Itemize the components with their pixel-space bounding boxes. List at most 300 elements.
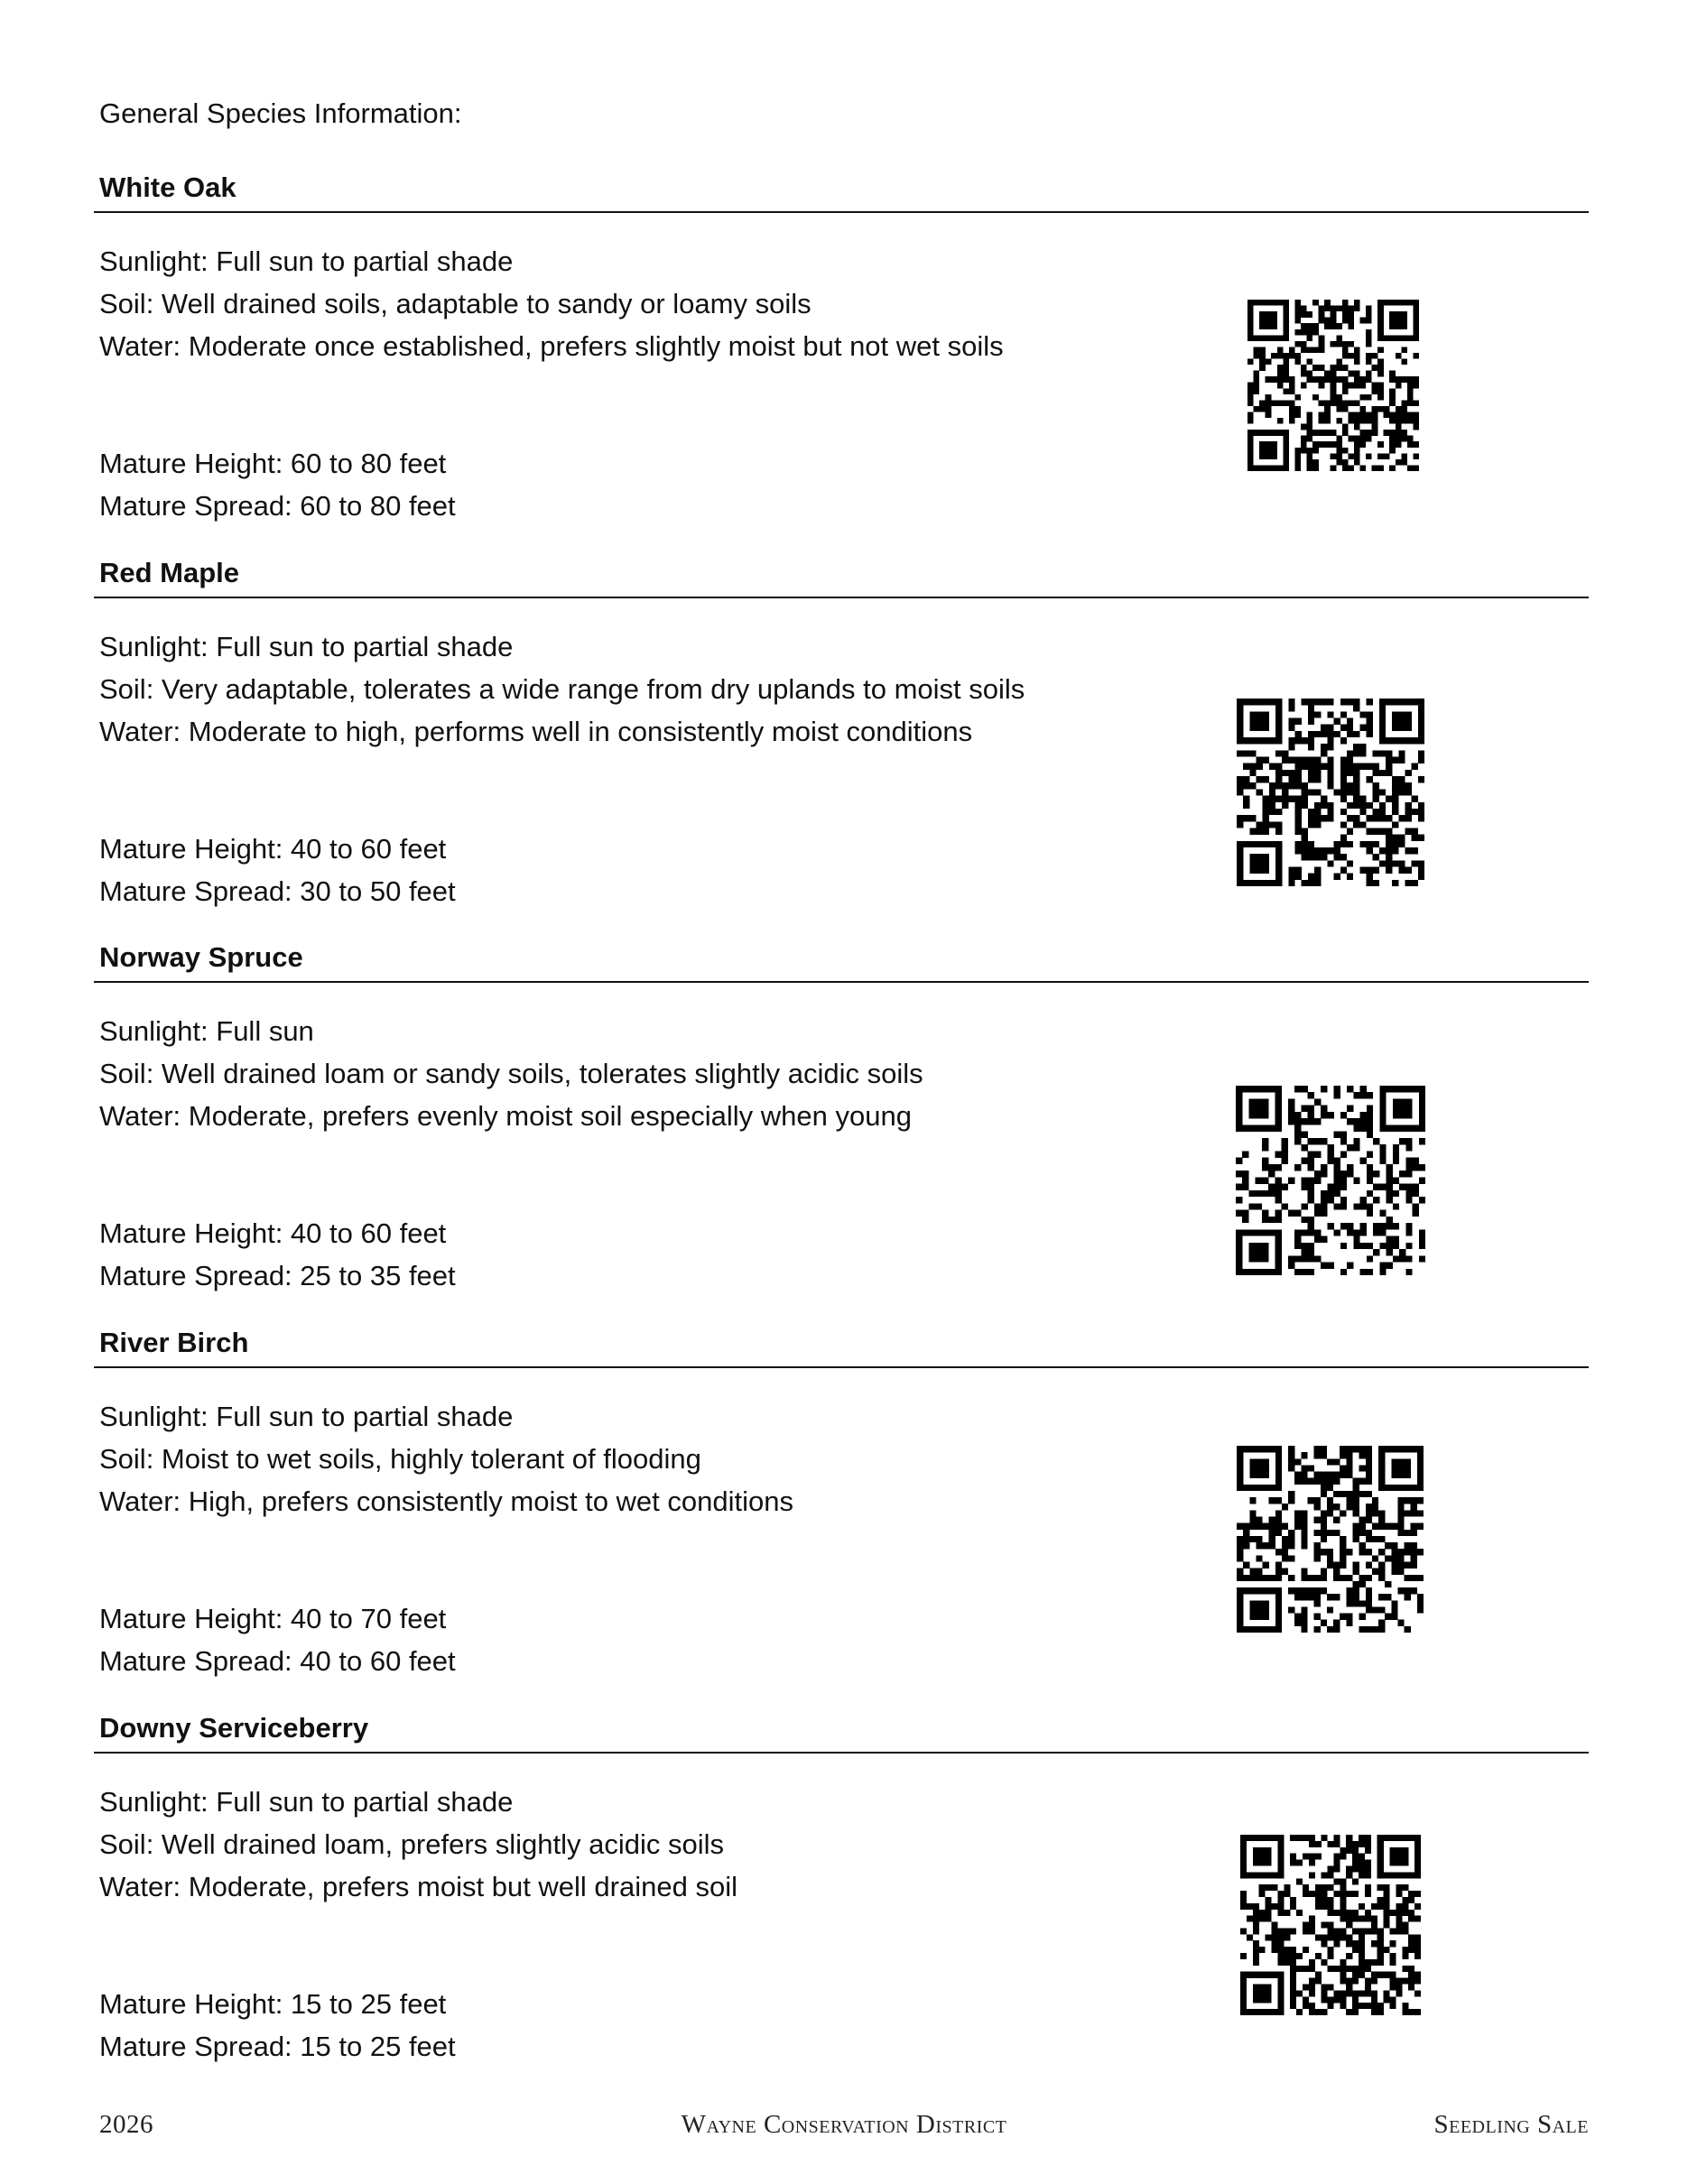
- qr-module: [1275, 1626, 1282, 1633]
- qr-module: [1290, 1835, 1296, 1841]
- qr-module: [1257, 737, 1263, 744]
- qr-module: [1236, 1171, 1242, 1177]
- qr-module: [1331, 306, 1337, 312]
- species-name: Red Maple: [99, 557, 240, 588]
- qr-module: [1348, 453, 1354, 459]
- qr-module: [1247, 323, 1254, 329]
- qr-module: [1275, 731, 1282, 737]
- qr-module: [1366, 1458, 1372, 1465]
- qr-module: [1328, 1934, 1334, 1940]
- qr-module: [1263, 776, 1269, 782]
- qr-module: [1366, 1587, 1372, 1594]
- qr-module: [1366, 329, 1372, 336]
- qr-module: [1352, 1491, 1359, 1497]
- qr-module: [1237, 789, 1243, 795]
- qr-module: [1240, 1891, 1247, 1897]
- qr-module: [1390, 1860, 1396, 1866]
- qr-module: [1321, 796, 1327, 802]
- qr-module: [1353, 1144, 1359, 1151]
- qr-module: [1353, 750, 1359, 756]
- qr-module: [1365, 1910, 1371, 1916]
- qr-module: [1321, 1190, 1327, 1197]
- qr-module: [1249, 718, 1256, 725]
- qr-module: [1336, 394, 1342, 401]
- qr-module: [1289, 412, 1295, 418]
- qr-module: [1307, 430, 1313, 436]
- qr-module: [1340, 1171, 1347, 1177]
- qr-module: [1308, 1594, 1314, 1600]
- qr-module: [1308, 1497, 1314, 1504]
- qr-module: [1247, 441, 1254, 448]
- qr-module: [1309, 1978, 1315, 1985]
- qr-module: [1254, 300, 1260, 306]
- qr-module: [1290, 1947, 1296, 1953]
- qr-module: [1372, 465, 1378, 471]
- qr-module: [1342, 341, 1349, 347]
- qr-module: [1275, 1151, 1281, 1157]
- qr-module: [1347, 815, 1353, 821]
- qr-module: [1405, 1197, 1412, 1203]
- qr-module: [1284, 1959, 1290, 1966]
- qr-module: [1307, 371, 1313, 377]
- qr-module: [1266, 318, 1272, 324]
- qr-module: [1359, 1959, 1365, 1966]
- qr-module: [1301, 1243, 1307, 1249]
- qr-module: [1396, 376, 1402, 383]
- qr-module: [1367, 1177, 1373, 1183]
- qr-module: [1401, 430, 1407, 436]
- qr-module: [1366, 1517, 1372, 1523]
- qr-module: [1277, 1959, 1284, 1966]
- qr-module: [1377, 1865, 1384, 1872]
- qr-module: [1307, 359, 1313, 366]
- qr-module: [1377, 406, 1384, 412]
- qr-module: [1396, 1891, 1402, 1897]
- qr-module: [1340, 1138, 1347, 1144]
- qr-module: [1249, 1575, 1256, 1581]
- qr-module: [1390, 1978, 1396, 1985]
- qr-module: [1308, 821, 1314, 828]
- qr-module: [1277, 1872, 1284, 1878]
- qr-module: [1282, 1138, 1288, 1144]
- qr-module: [1333, 1928, 1340, 1934]
- qr-module: [1275, 1594, 1282, 1600]
- qr-module: [1340, 1575, 1346, 1581]
- qr-module: [1289, 418, 1295, 424]
- qr-module: [1308, 1118, 1314, 1124]
- qr-module: [1387, 1263, 1393, 1269]
- qr-module: [1275, 1243, 1281, 1249]
- qr-module: [1268, 1229, 1275, 1235]
- qr-module: [1347, 1164, 1353, 1171]
- qr-module: [1405, 1223, 1412, 1229]
- qr-module: [1236, 1112, 1242, 1118]
- qr-module: [1237, 1594, 1243, 1600]
- section-divider: [94, 597, 1589, 598]
- qr-module: [1396, 459, 1402, 466]
- qr-module: [1379, 1210, 1386, 1217]
- qr-module: [1408, 1835, 1414, 1841]
- qr-module: [1308, 854, 1314, 860]
- qr-module: [1307, 453, 1313, 459]
- qr-module: [1248, 1203, 1255, 1209]
- qr-module: [1366, 418, 1372, 424]
- qr-module: [1352, 1485, 1359, 1491]
- qr-module: [1319, 306, 1325, 312]
- qr-module: [1247, 465, 1254, 471]
- qr-module: [1352, 1587, 1359, 1594]
- qr-module: [1385, 1485, 1391, 1491]
- qr-module: [1301, 341, 1307, 347]
- qr-module: [1249, 770, 1256, 776]
- qr-module: [1314, 1555, 1321, 1561]
- qr-module: [1391, 1555, 1397, 1561]
- qr-module: [1242, 1210, 1248, 1217]
- qr-module: [1240, 1835, 1247, 1841]
- qr-module: [1417, 1606, 1424, 1613]
- qr-module: [1275, 1236, 1281, 1243]
- qr-module: [1248, 1106, 1255, 1112]
- qr-module: [1240, 2009, 1247, 2015]
- qr-module: [1360, 1203, 1367, 1209]
- qr-module: [1327, 1151, 1333, 1157]
- qr-module: [1389, 394, 1396, 401]
- qr-module: [1248, 1112, 1255, 1118]
- qr-module: [1314, 821, 1321, 828]
- qr-module: [1288, 1112, 1294, 1118]
- qr-module: [1271, 1928, 1277, 1934]
- qr-module: [1294, 1478, 1301, 1485]
- qr-module: [1396, 1910, 1402, 1916]
- qr-module: [1295, 828, 1302, 834]
- qr-module: [1312, 430, 1319, 436]
- qr-module: [1396, 300, 1402, 306]
- qr-module: [1359, 1626, 1366, 1633]
- qr-module: [1249, 1517, 1256, 1523]
- qr-module: [1275, 1620, 1282, 1626]
- qr-module: [1321, 1086, 1327, 1092]
- qr-module: [1347, 1171, 1353, 1177]
- qr-module: [1309, 1922, 1315, 1929]
- qr-module: [1399, 1098, 1405, 1105]
- qr-module: [1271, 323, 1277, 329]
- qr-module: [1340, 809, 1347, 815]
- qr-module: [1396, 430, 1402, 436]
- qr-module: [1262, 1098, 1268, 1105]
- qr-module: [1401, 300, 1407, 306]
- qr-module: [1371, 1978, 1377, 1985]
- qr-module: [1237, 1606, 1243, 1613]
- qr-module: [1294, 459, 1301, 466]
- qr-code-icon[interactable]: [1237, 699, 1424, 886]
- qr-module: [1315, 1841, 1322, 1847]
- qr-module: [1377, 329, 1384, 336]
- qr-module: [1405, 1086, 1412, 1092]
- qr-module: [1359, 1614, 1366, 1620]
- qr-module: [1334, 718, 1340, 725]
- qr-module: [1411, 1530, 1417, 1536]
- qr-module: [1419, 1197, 1425, 1203]
- qr-module: [1379, 1243, 1386, 1249]
- qr-module: [1417, 1465, 1424, 1471]
- qr-module: [1269, 737, 1275, 744]
- qr-module: [1392, 737, 1398, 744]
- qr-module: [1328, 1928, 1334, 1934]
- qr-module: [1384, 1891, 1390, 1897]
- qr-module: [1346, 1472, 1352, 1478]
- qr-module: [1314, 802, 1321, 809]
- qr-module: [1314, 1098, 1321, 1105]
- qr-module: [1256, 1229, 1262, 1235]
- qr-module: [1393, 1086, 1399, 1092]
- qr-code-icon[interactable]: [1247, 300, 1419, 471]
- qr-module: [1390, 1872, 1396, 1878]
- qr-module: [1284, 1934, 1290, 1940]
- qr-module: [1237, 847, 1243, 854]
- qr-module: [1419, 1177, 1425, 1183]
- qr-module: [1359, 1523, 1366, 1530]
- qr-module: [1242, 1269, 1248, 1275]
- qr-module: [1259, 335, 1266, 341]
- qr-module: [1242, 1151, 1248, 1157]
- qr-module: [1275, 1210, 1281, 1217]
- qr-module: [1336, 365, 1342, 371]
- qr-module: [1266, 1916, 1272, 1922]
- qr-module: [1418, 750, 1424, 756]
- qr-module: [1397, 1523, 1404, 1530]
- qr-module: [1256, 1606, 1262, 1613]
- qr-module: [1249, 750, 1256, 756]
- qr-module: [1242, 1184, 1248, 1190]
- qr-module: [1269, 821, 1275, 828]
- qr-module: [1331, 453, 1337, 459]
- qr-module: [1247, 448, 1254, 454]
- qr-module: [1377, 365, 1384, 371]
- qr-module: [1275, 1249, 1281, 1255]
- qr-module: [1275, 782, 1282, 789]
- qr-module: [1359, 809, 1366, 815]
- qr-module: [1348, 436, 1354, 442]
- qr-module: [1331, 323, 1337, 329]
- qr-module: [1319, 441, 1325, 448]
- qr-module: [1396, 1922, 1402, 1929]
- qr-module: [1399, 1106, 1405, 1112]
- qr-module: [1309, 1841, 1315, 1847]
- qr-module: [1321, 1620, 1327, 1626]
- qr-module: [1309, 1916, 1315, 1922]
- qr-module: [1366, 699, 1372, 705]
- qr-module: [1237, 1555, 1243, 1561]
- qr-module: [1256, 1523, 1262, 1530]
- qr-module: [1295, 821, 1302, 828]
- qr-module: [1373, 828, 1379, 834]
- qr-module: [1269, 1497, 1275, 1504]
- qr-module: [1334, 731, 1340, 737]
- qr-module: [1346, 1990, 1352, 1996]
- qr-module: [1371, 1996, 1377, 2003]
- qr-module: [1336, 453, 1342, 459]
- qr-module: [1333, 1910, 1340, 1916]
- qr-module: [1254, 335, 1260, 341]
- qr-module: [1277, 1953, 1284, 1959]
- qr-module: [1396, 436, 1402, 442]
- qr-module: [1269, 763, 1275, 770]
- qr-module: [1360, 1124, 1367, 1131]
- qr-module: [1379, 770, 1386, 776]
- qr-module: [1396, 1990, 1402, 1996]
- qr-module: [1327, 1594, 1333, 1600]
- qr-module: [1303, 1922, 1309, 1929]
- qr-module: [1353, 1203, 1359, 1209]
- qr-module: [1275, 854, 1282, 860]
- qr-module: [1387, 1124, 1393, 1131]
- qr-module: [1378, 1458, 1385, 1465]
- qr-module: [1271, 1934, 1277, 1940]
- qr-module: [1366, 828, 1372, 834]
- qr-module: [1301, 1523, 1307, 1530]
- qr-module: [1342, 347, 1349, 353]
- qr-module: [1256, 1569, 1262, 1575]
- qr-module: [1314, 1587, 1321, 1594]
- qr-module: [1275, 860, 1282, 866]
- qr-module: [1314, 770, 1321, 776]
- qr-module: [1393, 1203, 1399, 1209]
- qr-module: [1314, 815, 1321, 821]
- qr-module: [1254, 376, 1260, 383]
- qr-module: [1309, 1990, 1315, 1996]
- qr-module: [1275, 1587, 1282, 1594]
- qr-module: [1340, 1465, 1346, 1471]
- qr-module: [1257, 757, 1263, 763]
- qr-module: [1253, 1860, 1259, 1866]
- qr-module: [1275, 847, 1282, 854]
- qr-module: [1275, 1184, 1281, 1190]
- qr-module: [1259, 1985, 1266, 1991]
- qr-module: [1354, 347, 1360, 353]
- qr-module: [1398, 866, 1405, 873]
- qr-module: [1253, 1947, 1259, 1953]
- qr-module: [1263, 1587, 1269, 1594]
- qr-module: [1408, 1910, 1414, 1916]
- qr-module: [1307, 347, 1313, 353]
- qr-module: [1401, 436, 1407, 442]
- qr-module: [1259, 1884, 1266, 1891]
- qr-module: [1301, 1478, 1307, 1485]
- mature-height-text: Mature Height: 40 to 60 feet: [99, 1217, 447, 1249]
- qr-module: [1308, 705, 1314, 711]
- qr-module: [1352, 1996, 1359, 2003]
- qr-module: [1359, 1835, 1365, 1841]
- qr-module: [1319, 347, 1325, 353]
- qr-code-icon[interactable]: [1236, 1086, 1425, 1275]
- qr-module: [1414, 1903, 1421, 1910]
- qr-module: [1314, 1452, 1321, 1458]
- qr-module: [1396, 1985, 1402, 1991]
- qr-code-icon[interactable]: [1240, 1835, 1421, 2015]
- qr-module: [1254, 388, 1260, 394]
- qr-module: [1275, 1118, 1281, 1124]
- qr-module: [1348, 383, 1354, 389]
- qr-module: [1346, 1620, 1352, 1626]
- qr-module: [1249, 866, 1256, 873]
- qr-module: [1396, 1916, 1402, 1922]
- qr-module: [1331, 388, 1337, 394]
- qr-module: [1340, 821, 1347, 828]
- qr-module: [1266, 412, 1272, 418]
- qr-module: [1340, 1177, 1347, 1183]
- qr-module: [1277, 300, 1284, 306]
- qr-module: [1414, 1872, 1421, 1878]
- qr-module: [1392, 757, 1398, 763]
- qr-module: [1277, 347, 1284, 353]
- qr-module: [1359, 430, 1366, 436]
- qr-module: [1321, 1478, 1327, 1485]
- qr-module: [1377, 323, 1384, 329]
- qr-module: [1266, 394, 1272, 401]
- qr-module: [1379, 1269, 1386, 1275]
- qr-module: [1254, 406, 1260, 412]
- qr-module: [1408, 1985, 1414, 1991]
- qr-module: [1379, 711, 1386, 717]
- qr-module: [1393, 1190, 1399, 1197]
- qr-module: [1290, 1959, 1296, 1966]
- qr-module: [1333, 1854, 1340, 1860]
- qr-code-icon[interactable]: [1237, 1446, 1424, 1633]
- qr-module: [1336, 376, 1342, 383]
- qr-module: [1247, 1934, 1253, 1940]
- qr-module: [1327, 1497, 1333, 1504]
- qr-module: [1289, 400, 1295, 406]
- qr-module: [1413, 329, 1419, 336]
- qr-module: [1365, 1978, 1371, 1985]
- qr-module: [1327, 1458, 1333, 1465]
- qr-module: [1314, 847, 1321, 854]
- qr-module: [1365, 1884, 1371, 1891]
- qr-module: [1322, 1934, 1328, 1940]
- qr-module: [1377, 1972, 1384, 1978]
- qr-module: [1377, 1872, 1384, 1878]
- qr-module: [1398, 699, 1405, 705]
- qr-module: [1390, 1959, 1396, 1966]
- qr-module: [1333, 1504, 1340, 1510]
- qr-module: [1384, 1947, 1390, 1953]
- qr-module: [1354, 300, 1360, 306]
- qr-module: [1412, 835, 1418, 841]
- qr-module: [1342, 383, 1349, 389]
- qr-module: [1295, 718, 1302, 725]
- qr-module: [1359, 1916, 1365, 1922]
- qr-module: [1309, 1985, 1315, 1991]
- footer-organization: Wayne Conservation District: [681, 2110, 1007, 2139]
- qr-module: [1294, 453, 1301, 459]
- qr-module: [1259, 448, 1266, 454]
- qr-module: [1282, 796, 1288, 802]
- qr-module: [1340, 1269, 1347, 1275]
- qr-module: [1271, 311, 1277, 318]
- qr-module: [1271, 448, 1277, 454]
- qr-module: [1243, 880, 1249, 886]
- qr-module: [1340, 737, 1347, 744]
- qr-module: [1243, 841, 1249, 847]
- qr-module: [1371, 1959, 1377, 1966]
- qr-module: [1352, 2003, 1359, 2009]
- qr-module: [1379, 1184, 1386, 1190]
- qr-module: [1390, 1854, 1396, 1860]
- qr-module: [1237, 854, 1243, 860]
- qr-module: [1256, 1190, 1262, 1197]
- qr-module: [1257, 711, 1263, 717]
- qr-module: [1257, 854, 1263, 860]
